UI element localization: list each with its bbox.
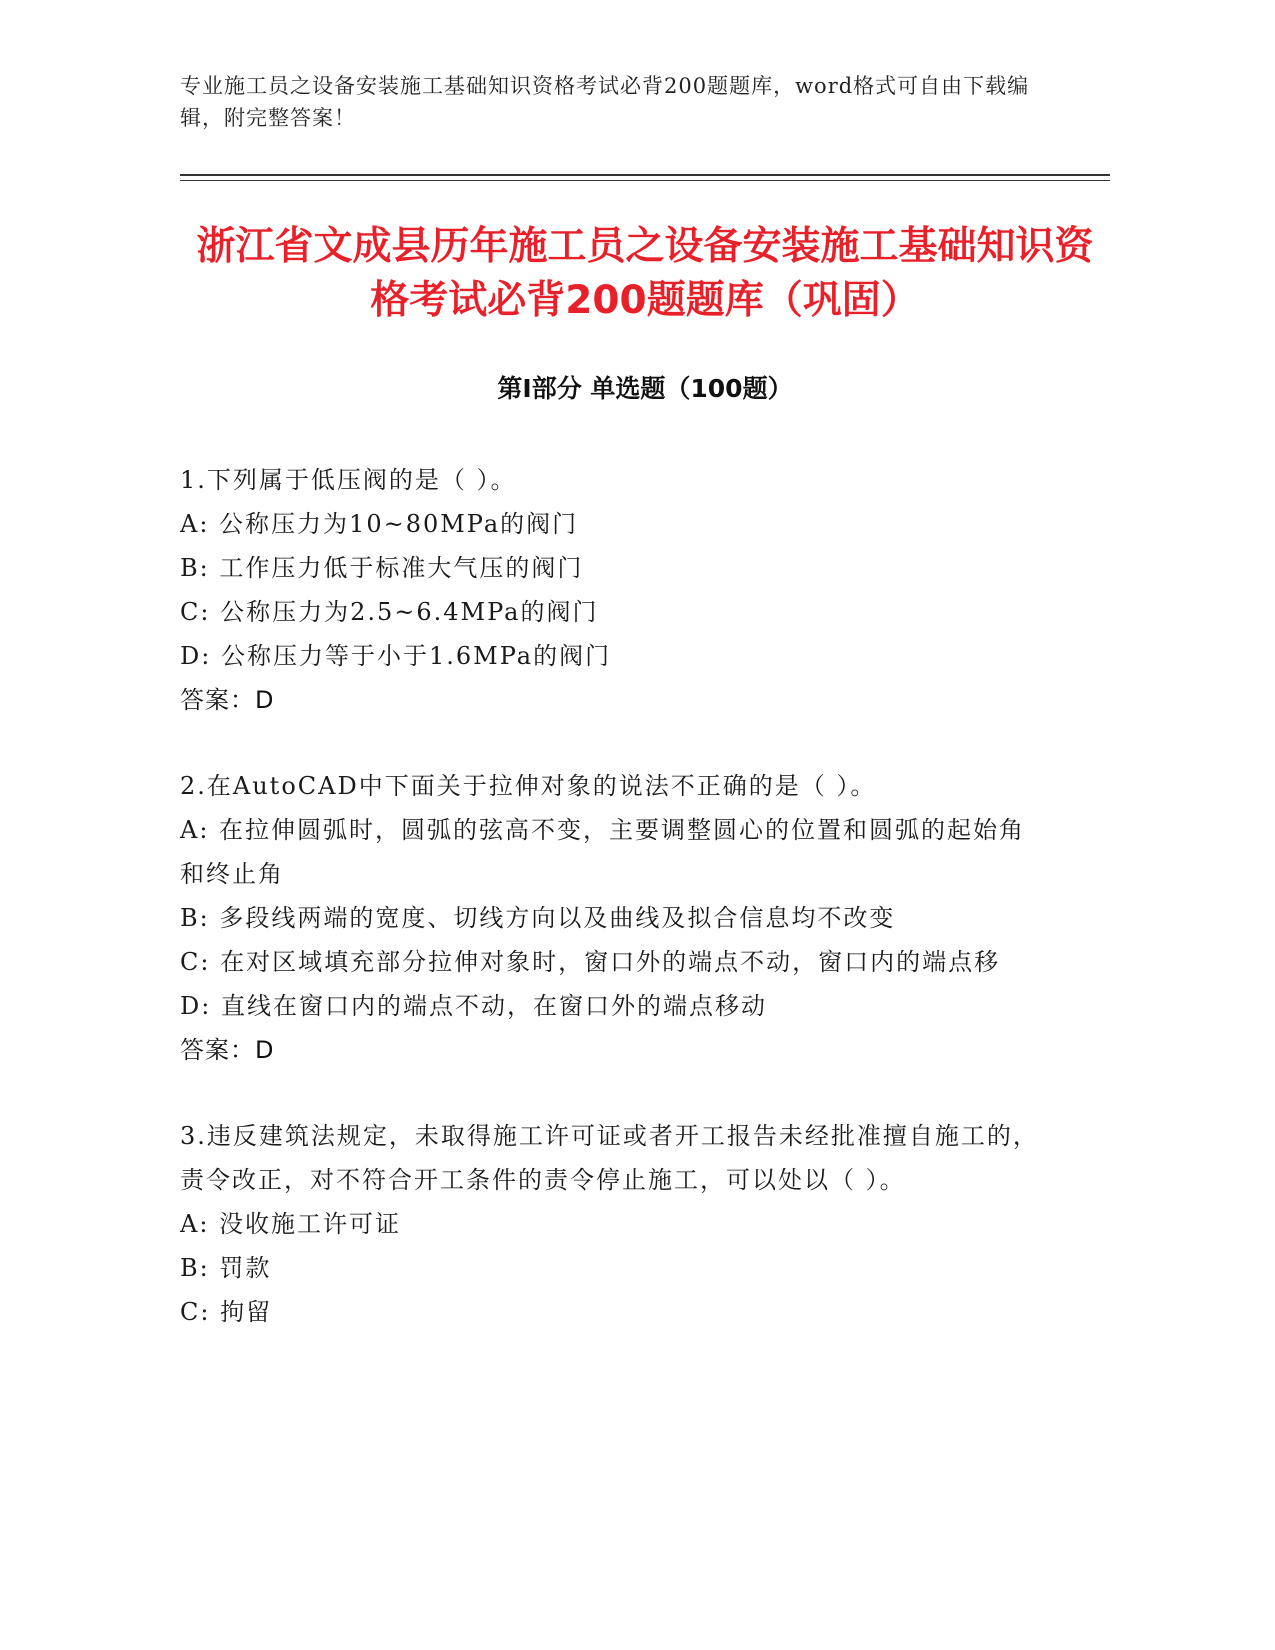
answer: 答案：D	[180, 686, 275, 714]
option-b: B: 罚款	[180, 1254, 272, 1282]
option-a: A: 没收施工许可证	[180, 1210, 402, 1238]
section-title: 第I部分 单选题（100题）	[497, 374, 793, 403]
option-b: B: 工作压力低于标准大气压的阀门	[180, 554, 584, 582]
answer: 答案：D	[180, 1036, 275, 1064]
header-note: 专业施工员之设备安装施工基础知识资格考试必背200题题库，word格式可自由下载编辑，附完整答案！	[180, 74, 1030, 130]
question-3	[180, 1114, 1040, 1334]
option-a: A: 公称压力为10~80MPa的阀门	[180, 510, 579, 538]
option-a: A: 在拉伸圆弧时，圆弧的弦高不变，主要调整圆心的位置和圆弧的起始角和终止角	[180, 816, 1026, 888]
question-1	[180, 458, 1040, 722]
question-2	[180, 764, 1040, 1072]
option-d: D: 公称压力等于小于1.6MPa的阀门	[180, 642, 612, 670]
document-title: 浙江省文成县历年施工员之设备安装施工基础知识资格考试必背200题题库（巩固）	[196, 224, 1094, 323]
option-c: C: 拘留	[180, 1298, 273, 1326]
question-stem: 3.违反建筑法规定，未取得施工许可证或者开工报告未经批准擅自施工的，责令改正，对不符合开工条件的责令停止施工，可以处以（ ）。	[180, 1122, 1039, 1194]
header-divider-thick	[180, 174, 1110, 176]
option-c: C: 在对区域填充部分拉伸对象时，窗口外的端点不动，窗口内的端点移	[180, 948, 1001, 976]
question-list	[180, 458, 1040, 1376]
option-d: D: 直线在窗口内的端点不动，在窗口外的端点移动	[180, 992, 767, 1020]
option-c: C: 公称压力为2.5~6.4MPa的阀门	[180, 598, 599, 626]
question-stem: 1.下列属于低压阀的是（ ）。	[180, 466, 517, 494]
question-stem: 2.在AutoCAD中下面关于拉伸对象的说法不正确的是（ ）。	[180, 772, 877, 800]
header-divider-thin	[180, 180, 1110, 181]
option-b: B: 多段线两端的宽度、切线方向以及曲线及拟合信息均不改变	[180, 904, 896, 932]
